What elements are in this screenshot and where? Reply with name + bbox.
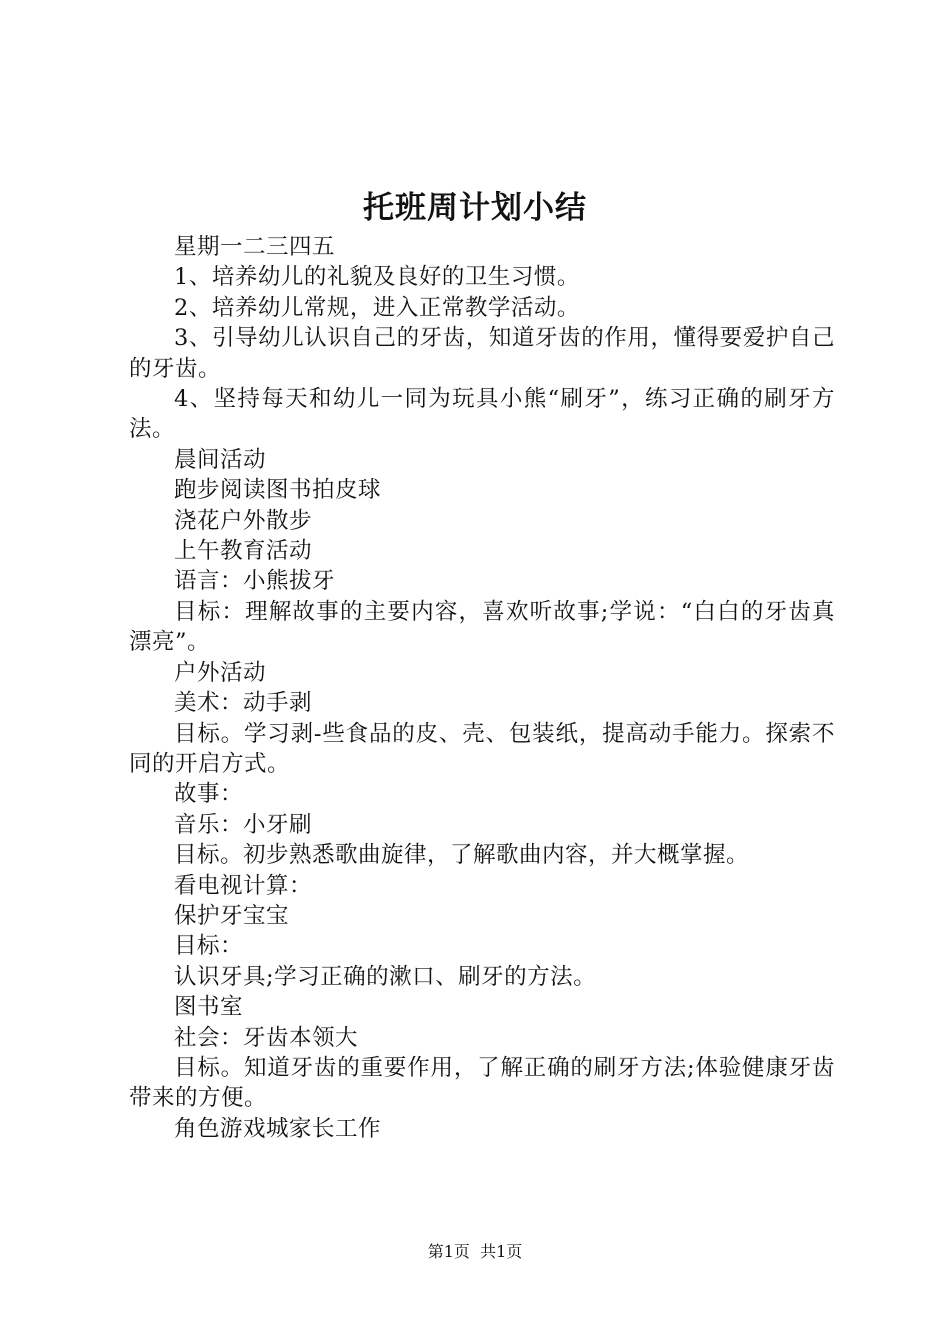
paragraph-goal-1: 1、培养幼儿的礼貌及良好的卫生习惯。 [174, 264, 580, 291]
paragraph-outdoor-activity: 户外活动 [174, 659, 267, 686]
paragraph-tooth-tools: 认识牙具;学习正确的漱口、刷牙的方法。 [174, 963, 597, 990]
paragraph-goal-4: 4、坚持每天和幼儿一同为玩具小熊“刷牙”，练习正确的刷牙方法。 [129, 386, 835, 443]
paragraph-goal-3: 3、引导幼儿认识自己的牙齿，知道牙齿的作用，懂得要爱护自己的牙齿。 [129, 325, 835, 382]
paragraph-art-goal: 目标。学习剥-些食品的皮、壳、包装纸，提高动手能力。探索不同的开启方式。 [129, 720, 835, 777]
paragraph-goal-label: 目标： [174, 933, 244, 960]
paragraph-music-goal: 目标。初步熟悉歌曲旋律，了解歌曲内容，并大概掌握。 [174, 842, 750, 869]
paragraph-goal-2: 2、培养幼儿常规，进入正常教学活动。 [174, 294, 580, 321]
footer-spacer [470, 1242, 480, 1261]
document-title: 托班周计划小结 [363, 190, 587, 226]
paragraph-role-play: 角色游戏城家长工作 [174, 1115, 382, 1142]
paragraph-watering-walk: 浇花户外散步 [174, 507, 313, 534]
paragraph-am-education: 上午教育活动 [174, 538, 313, 565]
paragraph-society-goal: 目标。知道牙齿的重要作用，了解正确的刷牙方法;体验健康牙齿带来的方便。 [129, 1054, 835, 1112]
paragraph-art: 美术：动手剥 [174, 690, 313, 717]
paragraph-library: 图书室 [174, 994, 244, 1021]
paragraph-language-goal: 目标：理解故事的主要内容，喜欢听故事;学说：“白白的牙齿真漂亮”。 [129, 598, 835, 656]
paragraph-society: 社会：牙齿本领大 [174, 1024, 359, 1051]
paragraph-story: 故事： [174, 781, 244, 808]
paragraph-protect-teeth: 保护牙宝宝 [174, 902, 290, 929]
paragraph-tv-math: 看电视计算： [174, 872, 313, 899]
paragraph-language: 语言：小熊拔牙 [174, 568, 336, 595]
page-number-current: 第1页 [427, 1242, 470, 1261]
document-body [129, 232, 835, 1144]
paragraph-music: 音乐：小牙刷 [174, 811, 313, 838]
paragraph-morning-activity: 晨间活动 [174, 446, 267, 473]
paragraph-weekdays: 星期一二三四五 [174, 234, 336, 260]
paragraph-morning-items: 跑步阅读图书拍皮球 [174, 477, 382, 504]
page-footer [0, 1240, 950, 1264]
page-number-total: 共1页 [480, 1242, 523, 1261]
